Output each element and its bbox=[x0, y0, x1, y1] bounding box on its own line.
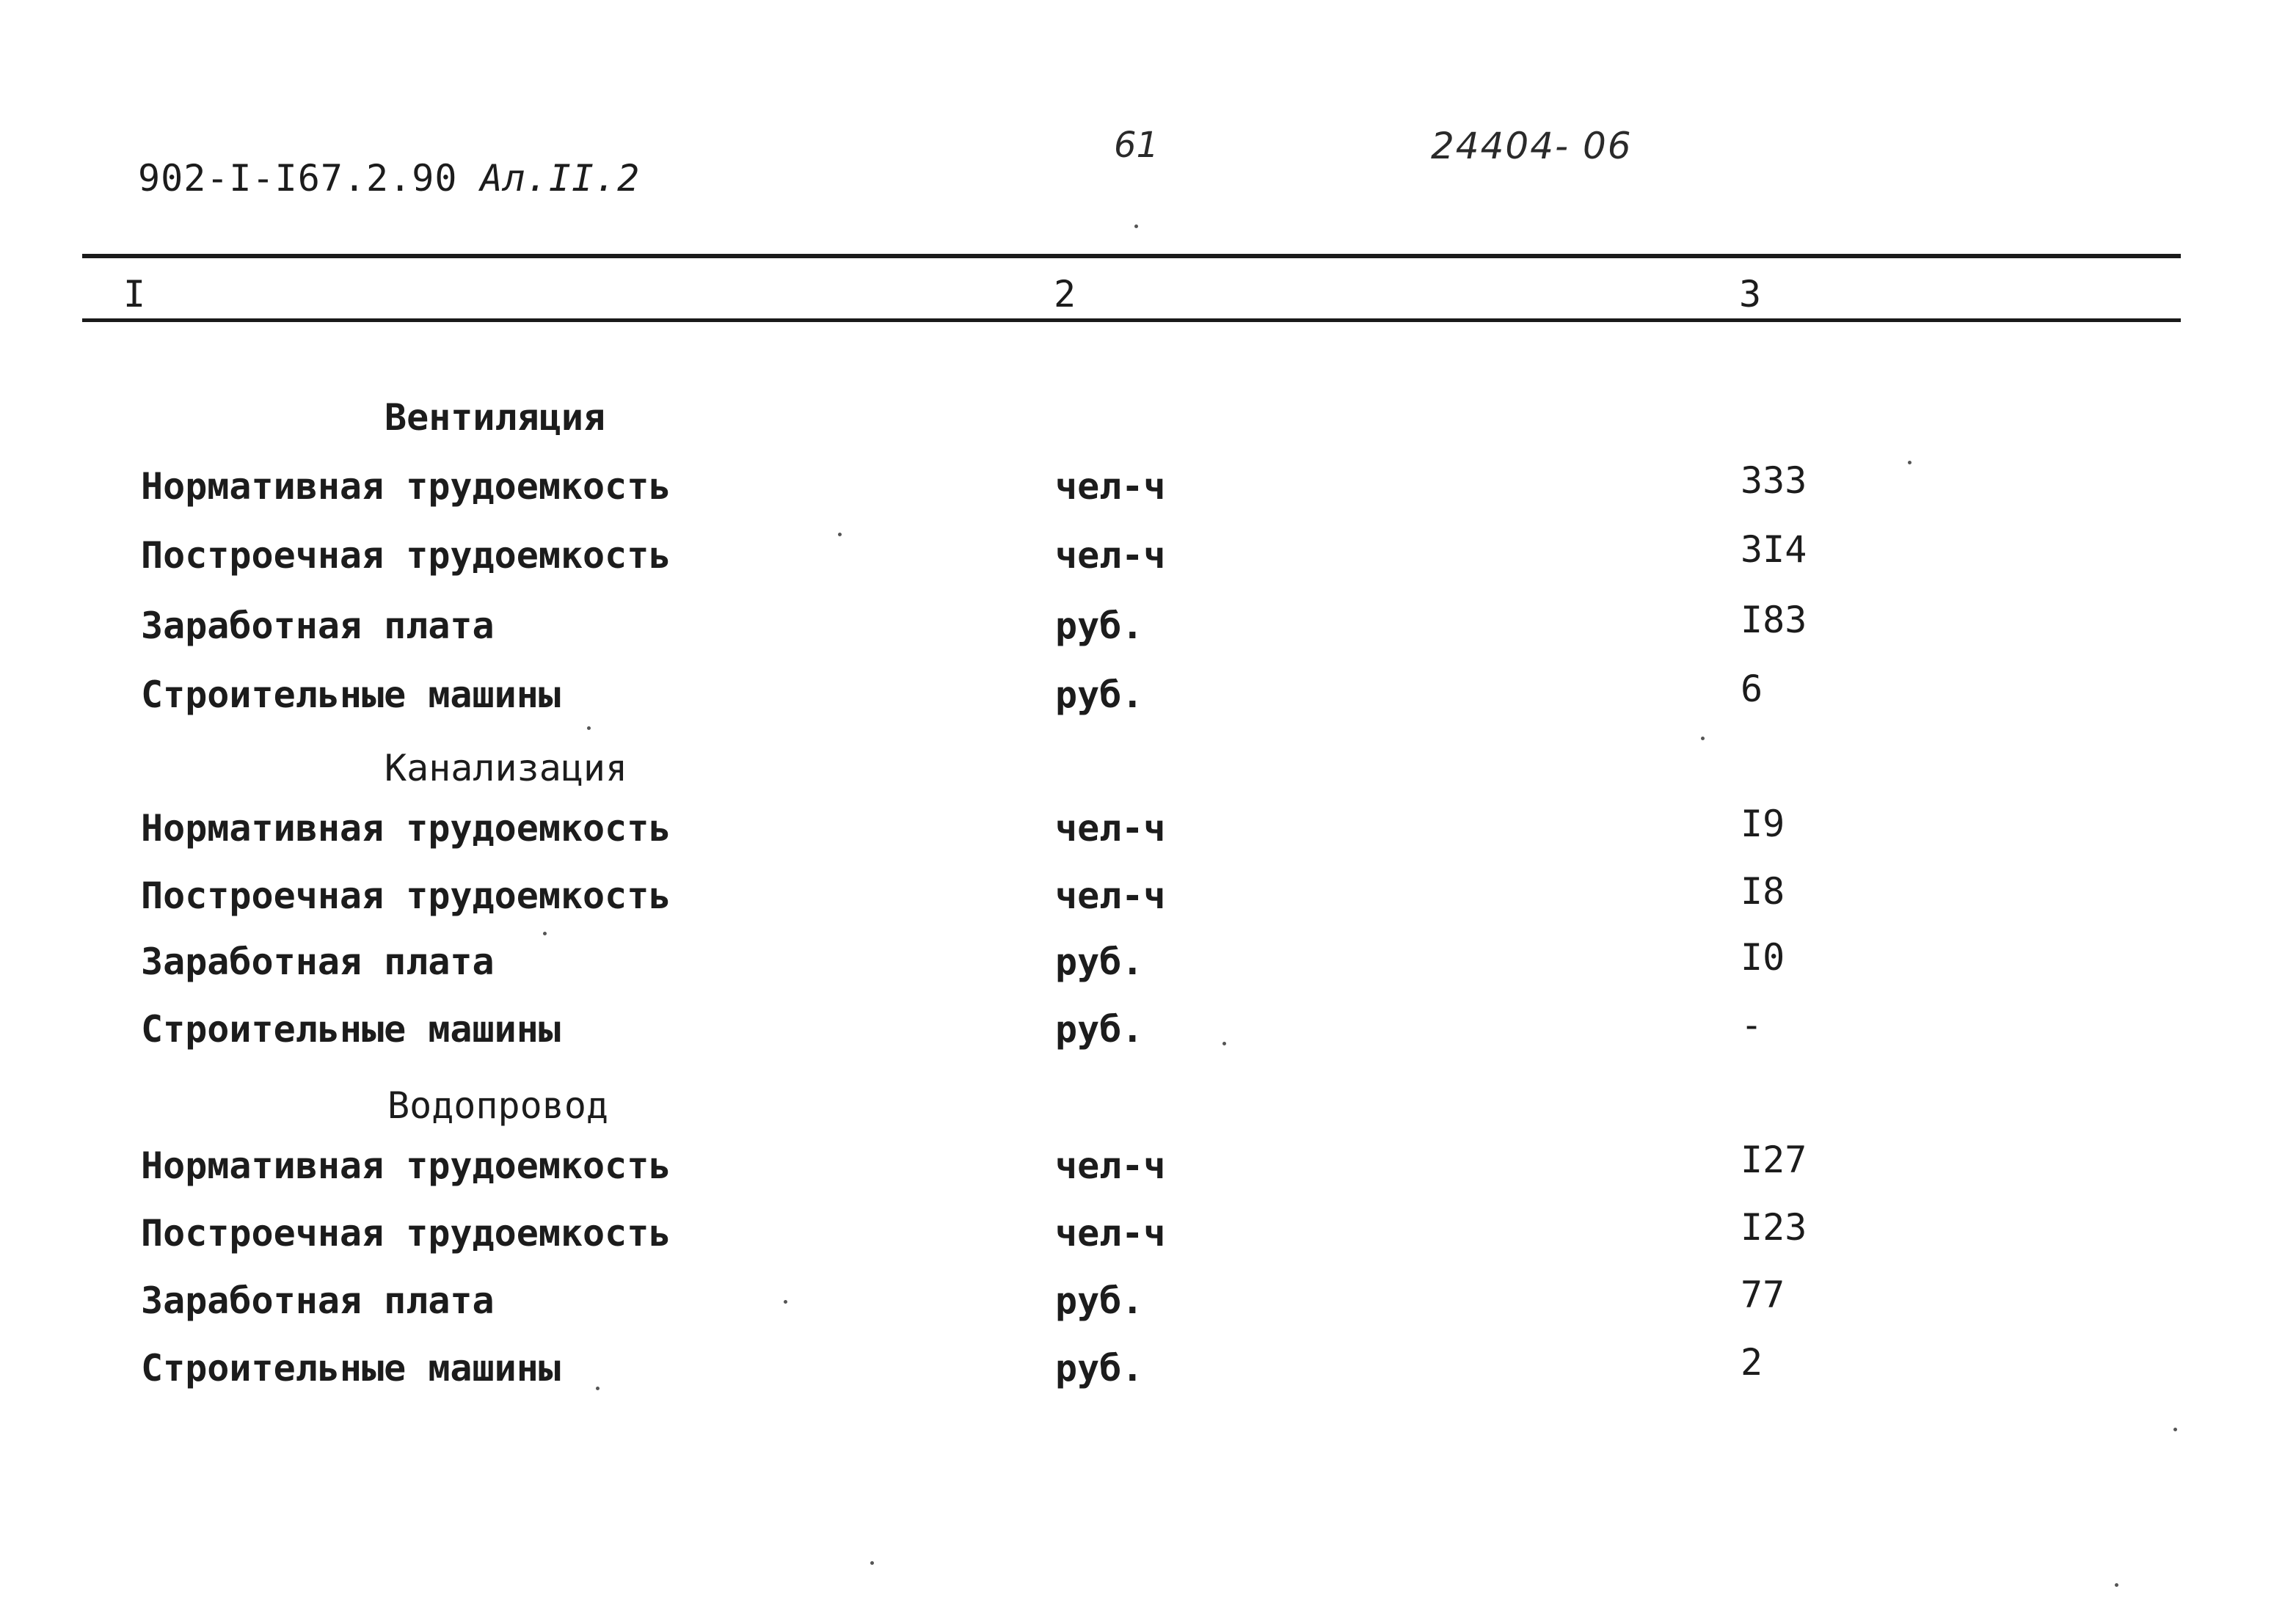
table-row bbox=[0, 459, 2296, 516]
section-title-water-supply: Водопровод bbox=[387, 1084, 609, 1127]
row-value: I8 bbox=[1741, 870, 1785, 913]
scan-speck bbox=[2115, 1583, 2118, 1587]
row-value: 77 bbox=[1741, 1274, 1785, 1316]
archive-number: 24404- 06 bbox=[1431, 125, 1633, 167]
row-label: Нормативная трудоемкость bbox=[141, 1144, 671, 1187]
table-row bbox=[0, 599, 2296, 656]
table-row bbox=[0, 668, 2296, 725]
row-unit: чел-ч bbox=[1055, 874, 1166, 917]
row-label: Строительные машины bbox=[141, 1347, 561, 1390]
row-value: I27 bbox=[1741, 1139, 1807, 1181]
table-row bbox=[0, 528, 2296, 585]
row-unit: чел-ч bbox=[1055, 465, 1166, 508]
scan-speck bbox=[838, 533, 842, 536]
section-title-sewerage: Канализация bbox=[385, 747, 628, 789]
row-value: I9 bbox=[1741, 803, 1785, 845]
row-label: Строительные машины bbox=[141, 1008, 561, 1051]
row-unit: руб. bbox=[1055, 941, 1144, 983]
scan-speck bbox=[596, 1387, 599, 1390]
row-unit: чел-ч bbox=[1055, 1144, 1166, 1187]
row-value: 3I4 bbox=[1741, 528, 1807, 571]
row-label: Строительные машины bbox=[141, 673, 561, 716]
row-value: 333 bbox=[1741, 459, 1807, 502]
table-header-rule bbox=[82, 318, 2181, 322]
scan-speck bbox=[1222, 1042, 1226, 1045]
table-row bbox=[0, 936, 2296, 992]
column-number-1: I bbox=[123, 273, 146, 315]
project-code: 902-I-I67.2.90 bbox=[138, 157, 458, 200]
row-value: I83 bbox=[1741, 599, 1807, 641]
table-row bbox=[0, 1274, 2296, 1331]
document-code bbox=[138, 157, 640, 200]
table-row bbox=[0, 1139, 2296, 1196]
scan-speck bbox=[587, 726, 591, 730]
row-value: I23 bbox=[1741, 1206, 1807, 1249]
row-unit: чел-ч bbox=[1055, 1212, 1166, 1255]
table-top-rule bbox=[82, 254, 2181, 258]
row-label: Построечная трудоемкость bbox=[141, 874, 671, 917]
row-label: Построечная трудоемкость bbox=[141, 1212, 671, 1255]
scan-speck bbox=[2173, 1428, 2177, 1431]
row-unit: руб. bbox=[1055, 673, 1144, 716]
row-label: Заработная плата bbox=[141, 1279, 495, 1322]
table-row bbox=[0, 870, 2296, 926]
scan-speck bbox=[1701, 737, 1705, 740]
row-value: 6 bbox=[1741, 668, 1763, 710]
column-number-3: 3 bbox=[1739, 273, 1762, 315]
row-unit: руб. bbox=[1055, 1008, 1144, 1051]
sheet-label: Ал.II.2 bbox=[480, 157, 641, 200]
table-row bbox=[0, 803, 2296, 858]
table-row bbox=[0, 1004, 2296, 1059]
scan-speck bbox=[543, 932, 547, 935]
table-row bbox=[0, 1341, 2296, 1398]
row-unit: чел-ч bbox=[1055, 807, 1166, 850]
row-unit: чел-ч bbox=[1055, 534, 1166, 577]
row-label: Заработная плата bbox=[141, 605, 495, 647]
scan-speck bbox=[784, 1300, 787, 1304]
section-title-ventilation: Вентиляция bbox=[385, 396, 606, 439]
scan-speck bbox=[870, 1561, 874, 1565]
row-unit: руб. bbox=[1055, 1347, 1144, 1390]
row-label: Заработная плата bbox=[141, 941, 495, 983]
scan-speck bbox=[1134, 224, 1138, 228]
row-label: Нормативная трудоемкость bbox=[141, 465, 671, 508]
page-number: 61 bbox=[1114, 125, 1159, 166]
row-label: Построечная трудоемкость bbox=[141, 534, 671, 577]
scan-speck bbox=[1908, 461, 1911, 464]
row-unit: руб. bbox=[1055, 1279, 1144, 1322]
row-value: I0 bbox=[1741, 936, 1785, 979]
row-label: Нормативная трудоемкость bbox=[141, 807, 671, 850]
table-row bbox=[0, 1206, 2296, 1263]
column-number-2: 2 bbox=[1054, 273, 1076, 315]
row-unit: руб. bbox=[1055, 605, 1144, 647]
row-value: - bbox=[1741, 1004, 1763, 1046]
row-value: 2 bbox=[1741, 1341, 1763, 1384]
